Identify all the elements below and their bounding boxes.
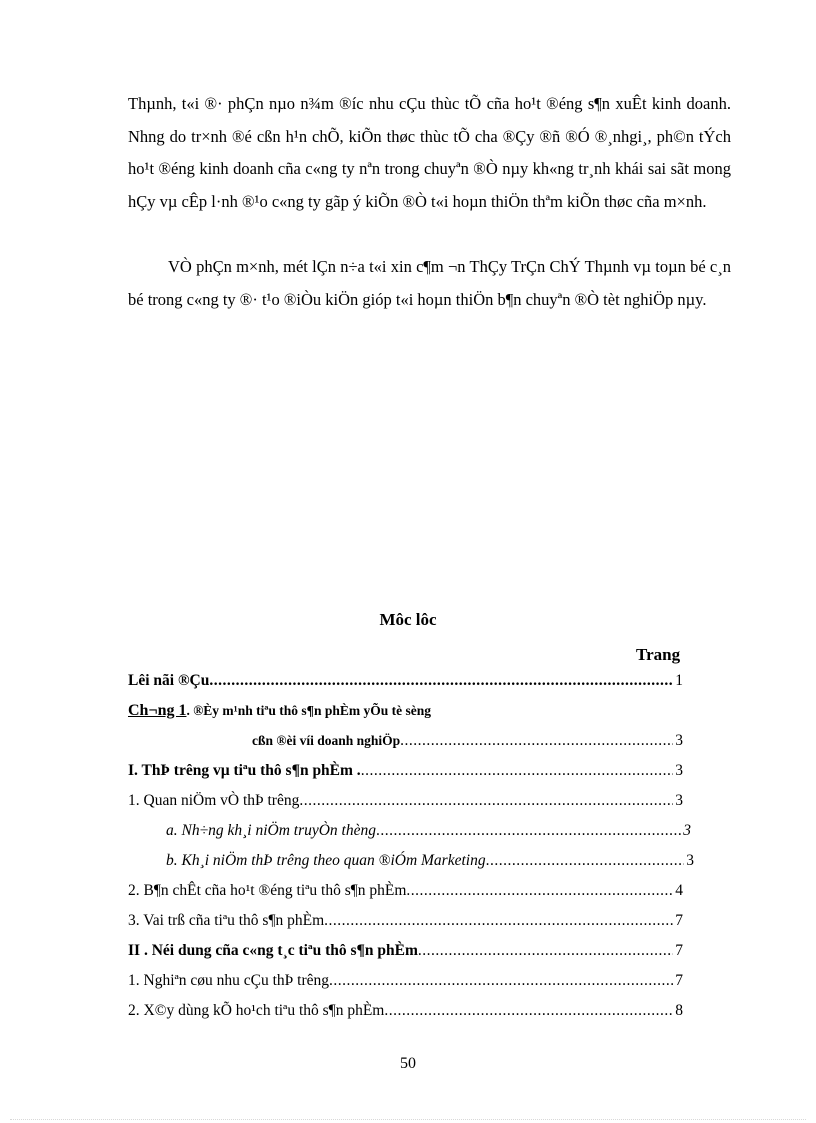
toc-entry-page: 3 bbox=[675, 792, 683, 809]
toc-entry-1-2 bbox=[128, 882, 683, 900]
toc-leader bbox=[400, 732, 673, 750]
toc-leader bbox=[486, 852, 685, 870]
toc-entry-page: 3 bbox=[675, 732, 683, 749]
toc-entry-page: 1 bbox=[675, 672, 683, 689]
toc-leader bbox=[209, 672, 673, 690]
toc-entry-page: 3 bbox=[675, 762, 683, 779]
toc-leader bbox=[329, 972, 673, 990]
toc-entry-page: 4 bbox=[675, 882, 683, 899]
toc-entry-page: 3 bbox=[686, 852, 694, 869]
toc-entry-text: 2. B¶n chÊt cña ho¹t ®éng tiªu thô s¶n phÈm bbox=[128, 882, 407, 899]
toc-leader bbox=[376, 822, 681, 840]
toc-title: Môc lôc bbox=[379, 610, 437, 629]
toc-entry-page: 7 bbox=[675, 942, 683, 959]
toc-entry-text: II . Néi dung cña c«ng t¸c tiªu thô s¶n phÈm bbox=[128, 942, 418, 959]
toc-entry-2-1 bbox=[128, 972, 683, 990]
page-bottom-rule bbox=[10, 1119, 806, 1120]
toc-entry-text: 3. Vai trß cña tiªu thô s¶n phÈm bbox=[128, 912, 325, 929]
toc-entry-chapter-1 bbox=[128, 702, 683, 720]
toc-entry-text: Lêi nãi ®Çu bbox=[128, 672, 210, 689]
toc-entry-1-3 bbox=[128, 912, 683, 930]
body-paragraph-2: VÒ phÇn m×nh, mét lÇn n÷a t«i xin c¶m ¬n ThÇy TrÇn ChÝ Thµnh vµ toµn bé c¸n bé trong c«ng ty ®· t¹o ®iÒu kiÖn gióp t«i hoµn thiÖn b¶n chuyªn ®Ò tèt nghiÖp nµy. bbox=[128, 257, 731, 309]
toc-leader bbox=[324, 912, 673, 930]
toc-leader bbox=[361, 762, 674, 780]
toc-entry-page: 8 bbox=[675, 1002, 683, 1019]
toc-entry-text: b. Kh¸i niÖm thÞ trêng theo quan ®iÓm Marketing bbox=[166, 852, 486, 869]
toc-entry-page: 7 bbox=[675, 972, 683, 989]
toc-entry-text: 1. Nghiªn cøu nhu cÇu thÞ trêng bbox=[128, 972, 330, 989]
toc-entry-section-2 bbox=[128, 942, 683, 960]
toc-entry-page: 3 bbox=[683, 822, 691, 839]
toc-entry-text: 1. Quan niÖm vÒ thÞ trêng bbox=[128, 792, 300, 809]
toc-entry-1-1-a bbox=[166, 822, 691, 840]
body-paragraph-1: Thµnh, t«i ®· phÇn nµo n¾m ®íc nhu cÇu thùc tÕ cña ho¹t ®éng s¶n xuÊt kinh doanh. Nhng do tr×nh ®é cßn h¹n chÕ, kiÕn thøc thùc tÕ cha ®Çy ®ñ ®Ó ®¸nhgi¸, ph©n tÝch ho¹t ®éng kinh doanh cña c«ng ty nªn trong chuyªn ®Ò nµy kh«ng tr¸nh khái sai sãt mong hÇy vµ cÊp l·nh ®¹o c«ng ty gãp ý kiÕn ®Ò t«i hoµn thiÖn thªm kiÕn thøc cña m×nh. bbox=[128, 94, 731, 211]
toc-entry-text: 2. X©y dùng kÕ ho¹ch tiªu thô s¶n phÈm bbox=[128, 1002, 385, 1019]
toc-leader bbox=[299, 792, 673, 810]
toc-page-label: Trang bbox=[636, 645, 681, 664]
toc-entry-text: . ®Èy m¹nh tiªu thô s¶n phÈm yÕu tè sèng bbox=[186, 703, 431, 718]
toc-entry-2-2 bbox=[128, 1002, 683, 1020]
toc-entry-chapter-1-cont bbox=[252, 732, 683, 750]
toc-entry-page: 7 bbox=[675, 912, 683, 929]
toc-entry-1-1 bbox=[128, 792, 683, 810]
toc-entry-text: a. Nh÷ng kh¸i niÖm truyÒn thèng bbox=[166, 822, 376, 839]
toc-entry-section-1 bbox=[128, 762, 683, 780]
toc-entry-intro bbox=[128, 672, 683, 690]
toc-entry-text: cßn ®èi víi doanh nghiÖp bbox=[252, 733, 401, 748]
toc-leader bbox=[418, 942, 673, 960]
toc-chapter-label: Ch¬ng 1 bbox=[128, 702, 187, 719]
toc-leader bbox=[406, 882, 673, 900]
toc-leader bbox=[384, 1002, 673, 1020]
toc-entry-1-1-b bbox=[166, 852, 694, 870]
page-number: 50 bbox=[400, 1055, 416, 1072]
toc-entry-text: I. ThÞ trêng vµ tiªu thô s¶n phÈm . bbox=[128, 762, 361, 779]
